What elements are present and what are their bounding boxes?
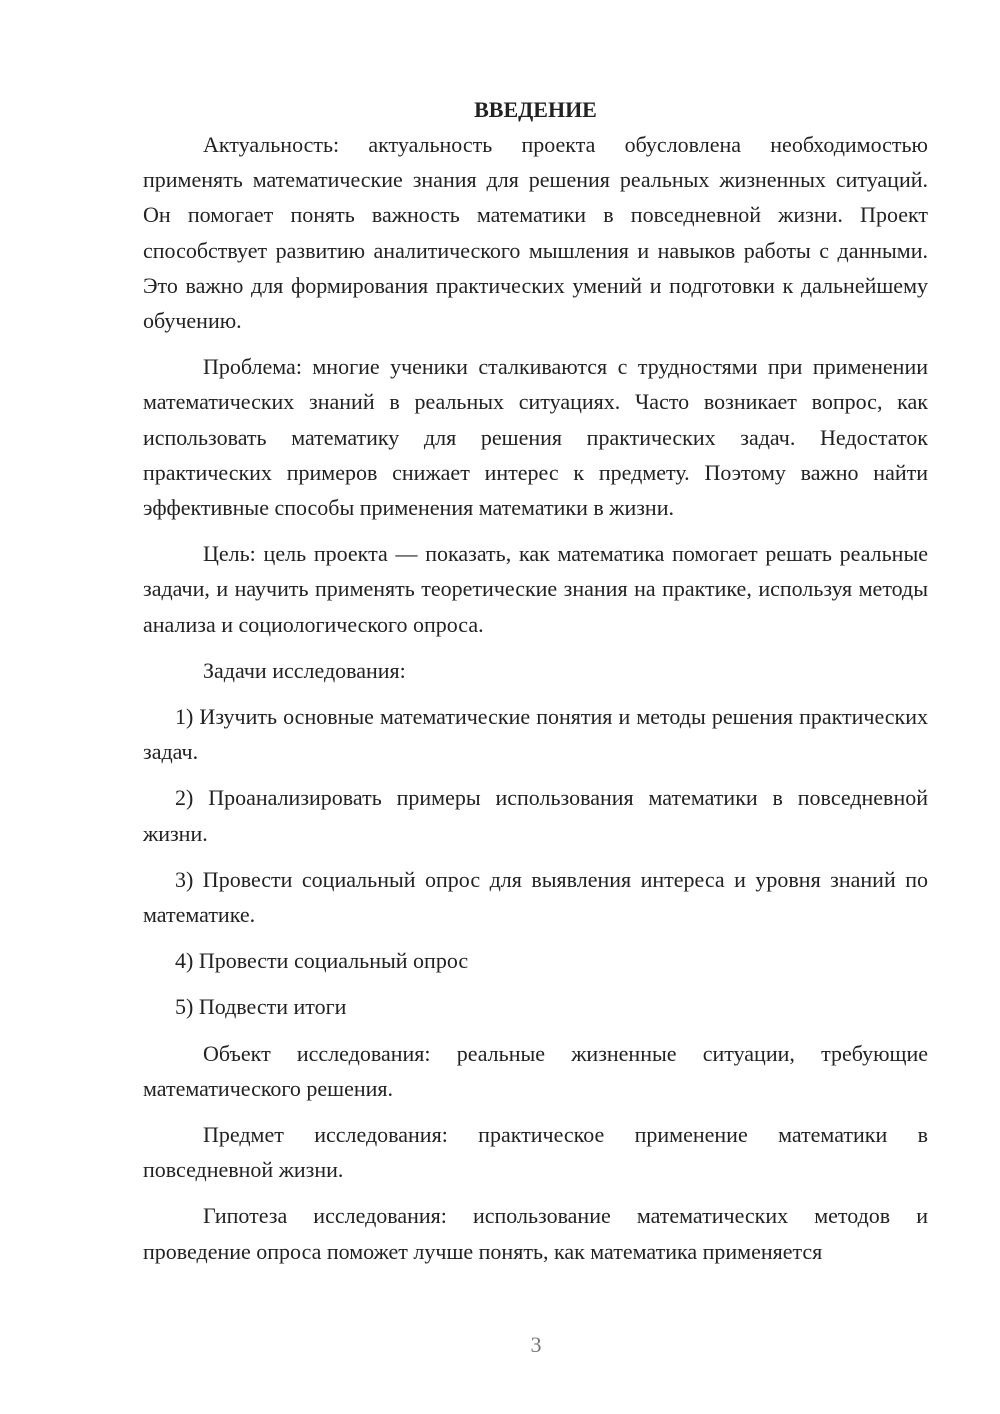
task-item-1: 1) Изучить основные математические понятия и методы решения практических задач. [143, 704, 928, 765]
task-item-4: 4) Провести социальный опрос [175, 948, 469, 974]
document-page [143, 92, 928, 1280]
tasks-heading: Задачи исследования: [203, 657, 406, 683]
paragraph-subject: Предмет исследования: практическое применение математики в повседневной жизни. [143, 1122, 928, 1183]
paragraph-hypothesis: Гипотеза исследования: использование математических методов и проведение опроса поможет лучше понять, как математика применяется [143, 1203, 928, 1264]
paragraph-object: Объект исследования: реальные жизненные ситуации, требующие математического решения. [143, 1040, 928, 1101]
page-number: 3 [530, 1332, 542, 1357]
page-title: ВВЕДЕНИЕ [474, 97, 597, 122]
paragraph-goal: Цель: цель проекта — показать, как математика помогает решать реальные задачи, и научить применять теоретические знания на практике, используя методы анализа и социологического опроса. [143, 541, 928, 637]
task-item-5: 5) Подвести итоги [175, 994, 347, 1020]
paragraph-problem: Проблема: многие ученики сталкиваются с трудностями при применении математических знаний в реальных ситуациях. Часто возникает вопрос, как использовать математику для решения практических задач. Недостаток практических примеров снижает интерес к предмету. Поэтому важно найти эффективные способы применения математики в жизни. [143, 354, 928, 521]
task-item-2: 2) Проанализировать примеры использования математики в повседневной жизни. [143, 785, 928, 846]
paragraph-relevance: Актуальность: актуальность проекта обусловлена необходимостью применять математические знания для решения реальных жизненных ситуаций. Он помогает понять важность математики в повседневной жизни. Проект способствует развитию аналитического мышления и навыков работы с данными. Это важно для формирования практических умений и подготовки к дальнейшему обучению. [143, 132, 928, 334]
task-item-3: 3) Провести социальный опрос для выявления интереса и уровня знаний по математике. [143, 866, 928, 928]
